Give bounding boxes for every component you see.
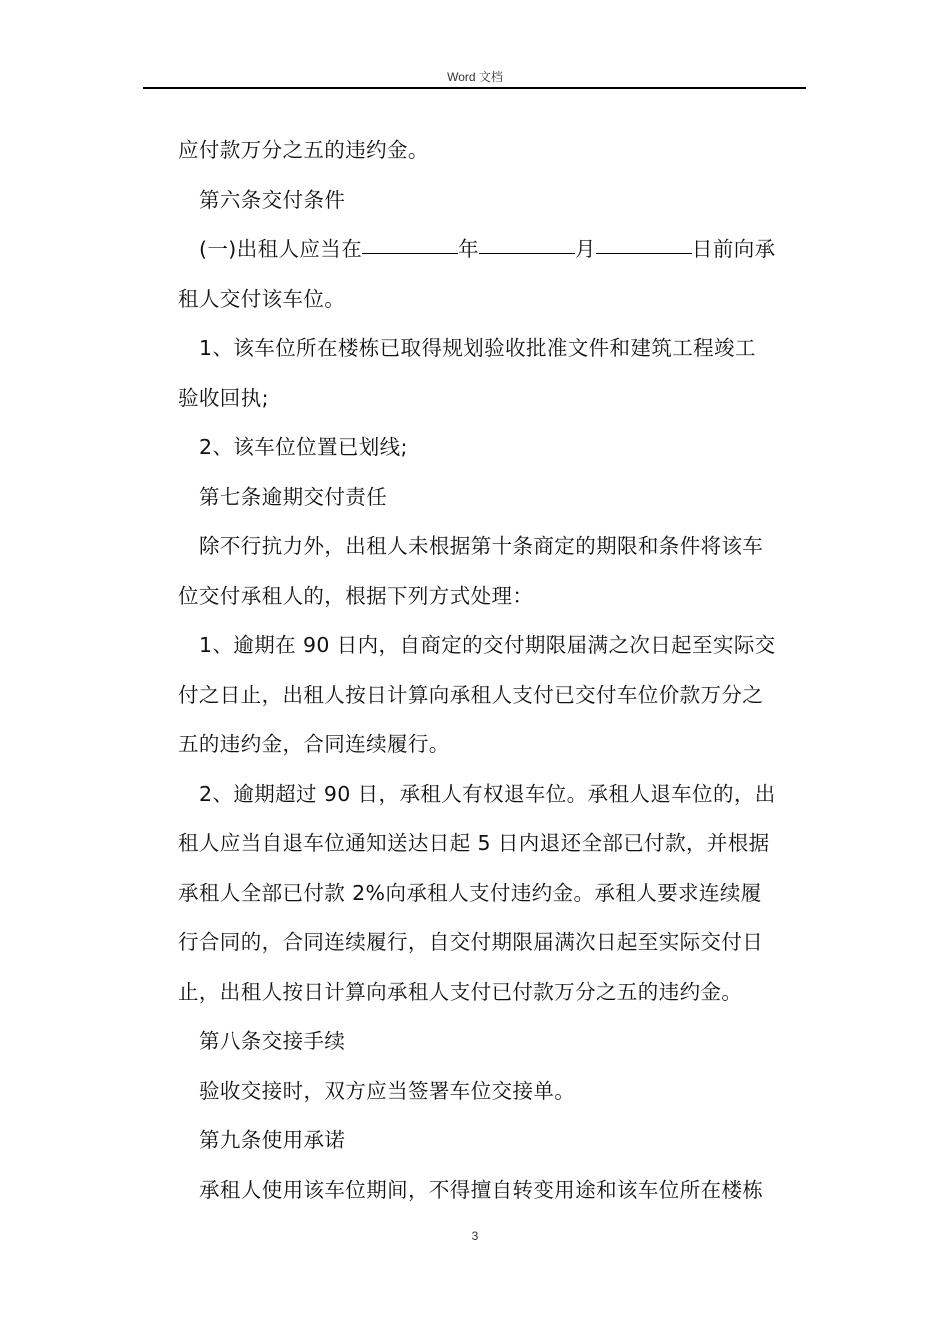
fill-in-blank-year[interactable] (362, 229, 458, 254)
page-number: 3 (471, 1229, 479, 1243)
paragraph-line: 止，出租人按日计算向承租人支付已付款万分之五的违约金。 (178, 979, 743, 1004)
paragraph-line: 行合同的，合同连续履行，自交付期限届满次日起至实际交付日 (178, 930, 764, 954)
paragraph-line: 2、该车位位置已划线; (199, 435, 408, 459)
paragraph-line: 1、逾期在 90 日内，自商定的交付期限届满之次日起至实际交 (199, 633, 776, 657)
article-heading-7: 第七条逾期交付责任 (199, 484, 388, 509)
paragraph-line: 租人交付该车位。 (178, 286, 346, 311)
article-heading-9: 第九条使用承诺 (199, 1128, 346, 1152)
paragraph-line: 2、逾期超过 90 日，承租人有权退车位。承租人退车位的，出 (199, 781, 776, 806)
paragraph-line: 租人应当自退车位通知送达日起 5 日内退还全部已付款，并根据 (178, 831, 770, 855)
fill-in-blank-day[interactable] (596, 229, 692, 254)
paragraph-line: 除不行抗力外，出租人未根据第十条商定的期限和条件将该车 (199, 534, 764, 558)
paragraph-line: 位交付承租人的，根据下列方式处理： (178, 583, 534, 608)
fill-in-blank-month[interactable] (479, 229, 575, 254)
paragraph-line: 承租人全部已付款 2%向承租人支付违约金。承租人要求连续履 (178, 880, 762, 905)
text-segment: 年 (458, 237, 480, 261)
paragraph-line: 付之日止，出租人按日计算向承租人支付已交付车位价款万分之 (178, 682, 764, 707)
paragraph-line: 应付款万分之五的违约金。 (178, 138, 429, 162)
page-header-title: Word 文档 (447, 70, 503, 84)
text-segment: (一)出租人应当在 (199, 237, 363, 261)
paragraph-line: 承租人使用该车位期间，不得擅自转变用途和该车位所在楼栋 (199, 1177, 764, 1202)
text-segment: 月 (575, 237, 596, 261)
paragraph-line: 验收交接时，双方应当签署车位交接单。 (199, 1078, 576, 1103)
text-segment: 日前向承 (691, 237, 776, 261)
paragraph-line: 验收回执; (178, 385, 269, 410)
paragraph-line-with-blanks (178, 225, 804, 275)
paragraph-line: 五的违约金，合同连续履行。 (178, 732, 450, 756)
article-heading-6: 第六条交付条件 (199, 187, 346, 212)
document-body (178, 126, 804, 1215)
paragraph-line: 1、该车位所在楼栋已取得规划验收批准文件和建筑工程竣工 (199, 336, 756, 360)
header-divider (143, 87, 806, 89)
article-heading-8: 第八条交接手续 (199, 1029, 346, 1053)
